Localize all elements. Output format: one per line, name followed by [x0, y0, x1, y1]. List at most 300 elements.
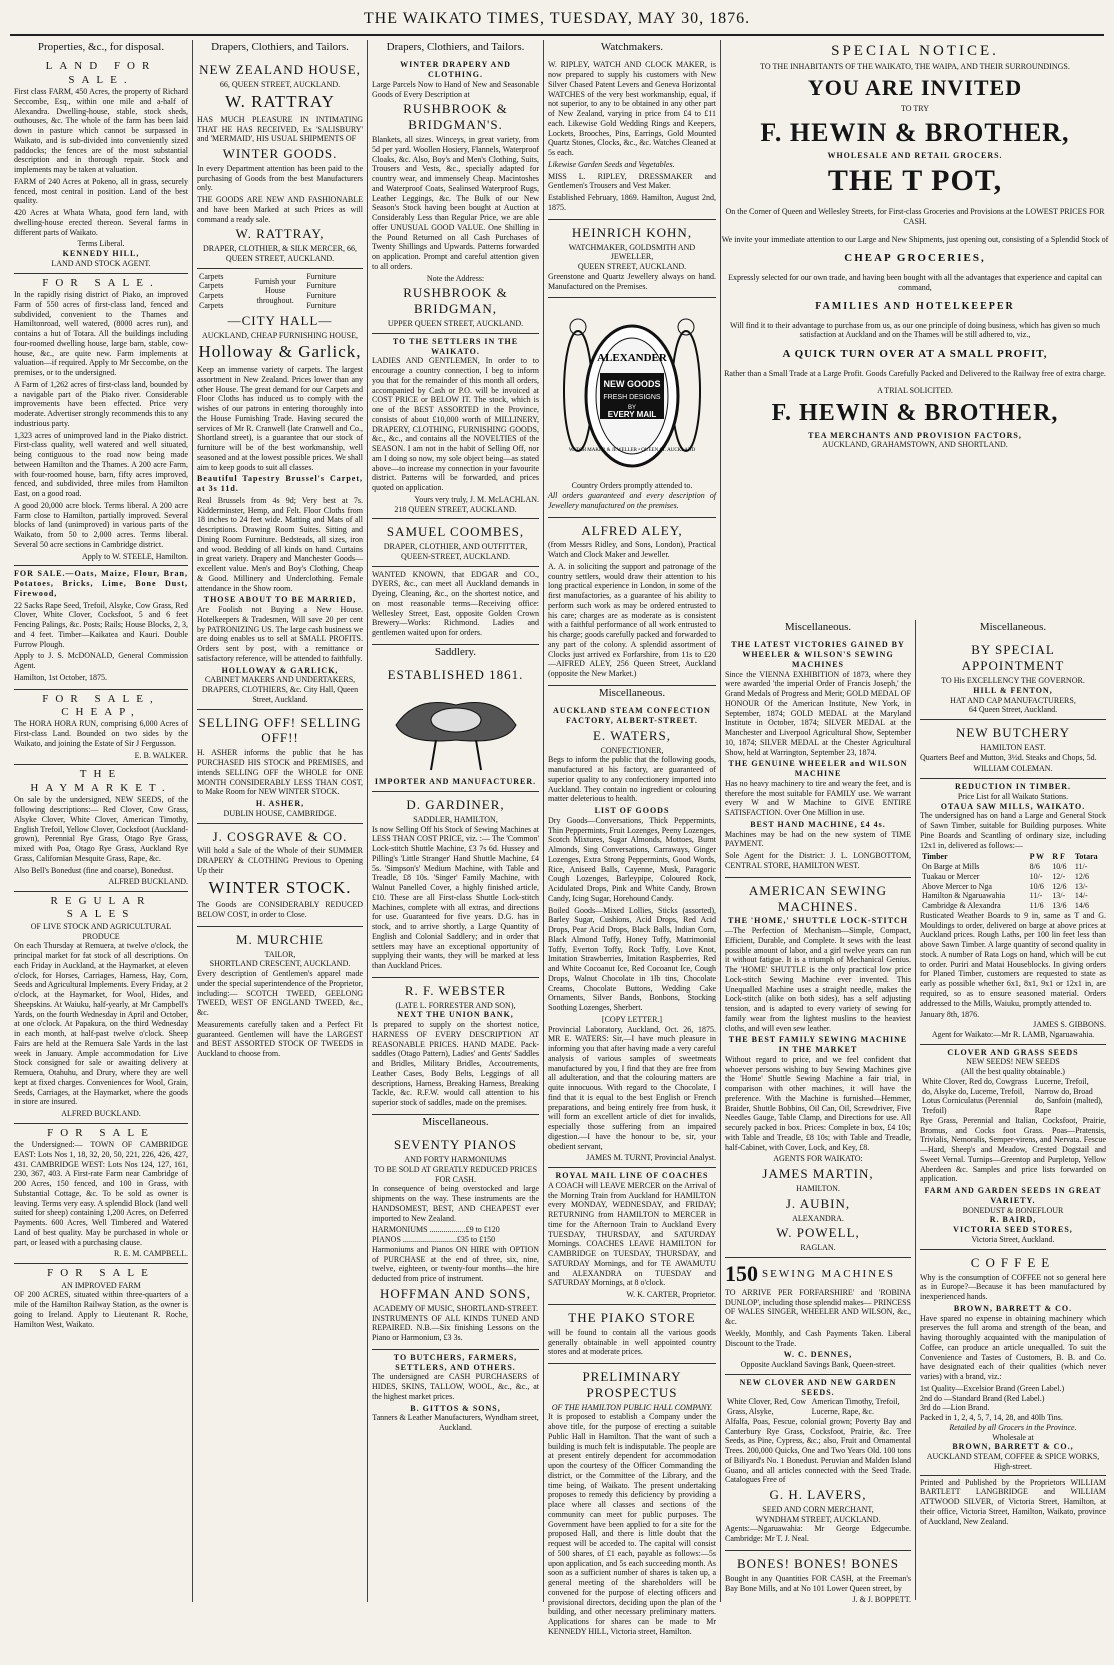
- agent-location: RAGLAN.: [800, 1243, 836, 1253]
- table-cell: 8/6: [1029, 862, 1040, 872]
- ad-subtitle: TO His EXCELLENCY THE GOVERNOR.: [941, 676, 1085, 686]
- ad-butchery: [920, 720, 1106, 779]
- ad-title: BONES! BONES! BONES: [736, 1555, 899, 1571]
- ad-aley: [548, 518, 716, 686]
- ad-holloway-garlick: [197, 269, 363, 710]
- ad-body: In consequence of being overstocked and large shipments on the way. These instruments are the HANDSOMEST, BEST, AND CHEAPEST ever imported to New Zealand.: [372, 1184, 539, 1223]
- ad-terms: Terms Liberal.: [77, 239, 125, 249]
- ad-body: On each Thursday at Remuera, at twelve o'clock, the principal market for fat stock of all descriptions. On each Friday in Auckland, at the Haymarket, at eleven o'clock, for Horses, Carriages, Harness, Hay, Corn, Seeds and Agricultural Implements. Every Friday, at 2 o'clock, at the Haymarket, for Wool, Hides, and Sheepskins. At Waiuku, half-yearly, at Mr Campbell's Yards, on the fourth Wednesday in April and October, at one o'clock. At Papakura, on the third Wednesday in each month, at half-past twelve o'clock. Sheep Fairs are held at the Remuera Sale Yards in the last week in January. Ample accommodation for Live Stock consigned for sale or awaiting delivery at Remuera, Otahuhu, and Drury, where they are well kept at fixed charges. Conveniences for Wool, Grain, Seeds, Carriages, at the Haymarket, where the goods in store are insured.: [14, 941, 188, 1107]
- ad-signature-sub: SEED AND CORN MERCHANT,: [762, 1504, 874, 1514]
- ad-otaua-timber: [920, 779, 1106, 1045]
- ad-body: Real Brussels from 4s 9d; Very best at 7s. Kidderminster, Hemp, and Felt. Floor Cloths from 18 inches to 24 feet wide. Matting and Mats of all descriptions. Drawing Room Suites. Sitting and Dining Room Furniture. Bedsteads, all sizes, iron and wood. Bedding of all kinds on hand. Curtains in great variety. Drapery and Manchester Goods—excellent value. Men's and Boy's Clothing, Cheap & Good. Millinery and Underclothing. Female attendance in the Show room.: [197, 495, 363, 593]
- ad-address: UPPER QUEEN STREET, AUCKLAND.: [387, 319, 524, 329]
- ad-body: Also Bell's Bonedust (fine and coarse), Bonedust.: [14, 865, 174, 875]
- ad-price-line: PIANOS ...........................£35 to £150: [372, 1235, 496, 1245]
- ad-edgar-dyers: [372, 567, 539, 645]
- ad-subtitle: IMPORTER AND MANUFACTURER.: [374, 777, 537, 787]
- ad-gardiner: [372, 792, 539, 978]
- ad-gittos: [372, 1350, 539, 1437]
- ad-name: HILL & FENTON,: [973, 685, 1053, 695]
- ad-title: NEW CLOVER AND NEW GARDEN SEEDS.: [739, 1377, 897, 1397]
- top-rule: [10, 34, 1104, 36]
- ad-title: NEW BUTCHERY: [956, 725, 1070, 741]
- ad-signature: W. C. DENNES,: [783, 1350, 853, 1360]
- seed-list: [725, 1397, 911, 1417]
- ad-body: Measurements carefully taken and a Perfect Fit guaranteed. Gentlemen will have the LARGEST and BEST ASSORTED STOCK OF TWEEDS in Auckland to choose from.: [197, 1019, 363, 1059]
- ad-signature: JAMES S. GIBBONS.: [1033, 1020, 1106, 1030]
- ad-oats-maize: [14, 566, 188, 689]
- table-row: [920, 891, 1106, 901]
- ad-piako-store: [548, 1305, 716, 1364]
- ad-title: REDUCTION IN TIMBER.: [954, 782, 1072, 792]
- seed-list-left: White Clover, Red, Cow Grass, Alsyke,: [727, 1397, 806, 1417]
- ad-body: the Undersigned:— TOWN OF CAMBRIDGE EAST: Lots Nos 1, 18, 32, 20, 50, 221, 226, 426, 427, 431. CAMBRIDGE WEST: Lots Nos 124, 127, 161, 230, 367, 403. A First-rate Farm near Cambridge of 200 Acres, 150 fenced, and 100 in Grass, with Substantial Cottage, &c. To be sold as owner is leaving. Terms very easy. A splendid Block (land well suited for sheep) containing 1,200 Acres, on Deferred Payments. 600 Acres, Well Timbered and Watered Land of best quality. May be purchased in whole or part, or leased with a purchasing clause.: [14, 1140, 188, 1247]
- ad-body: Keep an immense variety of carpets. The largest assortment in New Zealand. Prices lower than any other House. The great demand for our Carpets and Floor Cloths has induced us to comply with the wishes of our patrons in entering thoroughly into the House Furnishing Trade. Having secured the services of Mr R. Cranwell (late Cranwell and Co., Shortland street), is a guarantee that our stock of furniture will be of the best workmanship, well seasoned and at the lowest possible prices. We shall aim to keep goods to suit all classes.: [197, 365, 363, 472]
- ad-body: 1,323 acres of unimproved land in the Piako district. First-class quality, well watered and well situated, being contiguous to the road now being made between Hamilton and the Thames. A 200 acre Farm, with four-roomed house, barn, fifty acres improved, fenced, and subdivided, three miles from Hamilton East, on a good road.: [14, 430, 188, 499]
- ad-date: Hamilton, 1st October, 1875.: [14, 672, 107, 682]
- ad-150-machines: [725, 1258, 911, 1375]
- ad-body: Is prepared to supply on the shortest notice, HARNESS OF EVERY DESCRIPTION AT REASONABLE PRICES. HAND MADE. Pack-saddles (Otago Pattern), Ladies' and Gents' Saddles and Bridles, Military Bridles, Accoutrements, Leather Cases, Body Belts, Leggings of all descriptions, Harness, Breaking Harness, Breaking Tackle, &c. R.F.W. would call attention to his superior stock of saddles, made on the premises.: [372, 1020, 539, 1108]
- ad-title: ROYAL MAIL LINE OF COACHES: [555, 1171, 709, 1181]
- masthead: THE WAIKATO TIMES, TUESDAY, MAY 30, 1876.: [363, 10, 751, 27]
- ad-quality: 3rd do —Lion Brand.: [920, 1403, 990, 1413]
- table-cell: 12/6: [1052, 881, 1067, 891]
- ad-subtitle: CONFECTIONER,: [600, 745, 664, 755]
- ad-subtitle: TAILOR,: [264, 949, 296, 959]
- ad-title: THE PIAKO STORE: [568, 1309, 696, 1325]
- ad-ripley: [548, 57, 716, 219]
- ad-title: SAMUEL COOMBES,: [386, 524, 525, 540]
- ad-name: W. RATTRAY: [225, 92, 335, 112]
- ad-body: Country Orders promptly attended to.: [571, 481, 693, 491]
- ad-agents: AGENTS FOR WAIKATO:: [773, 1154, 863, 1164]
- emblem-line: NEW GOODS: [603, 379, 661, 390]
- agent-name: J. AUBIN,: [785, 1195, 851, 1211]
- ad-body: A COACH will LEAVE MERCER on the Arrival of the Morning Train from Auckland for HAMILTON every MONDAY, WEDNESDAY, and FRIDAY; RETURNING from HAMILTON to MERCER in time for the Afternoon Train to Auckland Every TUESDAY, THURSDAY, and SATURDAY Mornings. COACHES LEAVE HAMILTON for CAMBRIDGE on TUESDAY, THURSDAY, and SATURDAY Mornings, and for TE AWAMUTU and ALEXANDRA on TUESDAY and SATURDAY Mornings, at 8 o'clock.: [548, 1180, 716, 1288]
- ad-lavers: [725, 1375, 911, 1551]
- ad-quality: 1st Quality—Excelsior Brand (Green Label.): [920, 1383, 1065, 1393]
- ad-highlight: THOSE ABOUT TO BE MARRIED,: [203, 595, 357, 605]
- special-quick: A QUICK TURN OVER AT A SMALL PROFIT,: [782, 347, 1048, 360]
- ad-body: Since the VIENNA EXHIBITION of 1873, where they were awarded 'the imperial Order of Francis Joseph,' the Grand Medals of Progress and Merit; GOLD MEDAL OF HONOUR Of the American Institute, New York, in September, 1874; GOLD MEDAL at the Maryland Institute in October, 1874; SILVER MEDAL at the Manchester and Liverpool Agricultural Show, September 10, 1874; SILVER MEDAL at the Chester Agricultural Show, held at Warrington, September 23, 1874.: [725, 669, 911, 757]
- ad-body: The undersigned are CASH PURCHASERS of HIDES, SKINS, TALLOW, WOOL, &c., &c., at the highest market prices.: [372, 1372, 539, 1401]
- column-misc-2: [916, 620, 1110, 1665]
- table-cell: Above Mercer to Nga: [922, 881, 992, 891]
- ad-body: Blankets, all sizes. Winceys, in great variety, from 5d per yard. Woollen Hosiery, Flannels, Waterproof Cloaks, &c. Also, Boy's and Men's Clothing, Suits, Trousers and Vests, &c., specially adapted for country wear, and immensely Cheap. Macintoshes and Waterproof Coats, Sealinsed Waterproof Rugs, Leather Leggings, &c. The Bulk of our New Season's Stock having been bought at Auction at Considerably Less than Regular Price, we are able offer UNUSUAL GOOD VALUE. One Shilling in the Pound Returned on all Cash Purchases of Twenty Shillings and Upwards. Patterns forwarded on application. Prompt and careful attention given to all orders.: [372, 135, 539, 271]
- special-hewin-2: F. HEWIN & BROTHER,: [771, 400, 1059, 427]
- special-families-body: Will find it to their advantage to purchase from us, as our one principle of doing business, which has given so much satisfaction at Auckland and on the Thames will be still adhered to, viz.,: [729, 320, 1101, 340]
- table-row: [920, 901, 1106, 911]
- ad-price-line: HARMONIUMS ..................£9 to £120: [372, 1225, 500, 1235]
- table-row: [920, 872, 1106, 882]
- ad-cosgrave: [197, 824, 363, 927]
- agent-location: ALEXANDRA.: [792, 1213, 844, 1223]
- ad-body: FARM of 240 Acres at Pokeno, all in grass, securely fenced, most central in position. Land of the best quality.: [14, 176, 188, 206]
- ad-signature: E. B. WALKER.: [134, 750, 188, 760]
- special-expressly: Expressly selected for our own trade, and having been bought with all the advantages that experience and capital can command,: [728, 273, 1102, 292]
- ad-signature: HOLLOWAY & GARLICK,: [221, 665, 339, 675]
- section-heading: Miscellaneous.: [979, 621, 1047, 633]
- ad-signature-sub: LAND AND STOCK AGENT.: [51, 258, 151, 268]
- ad-signature: ALFRED BUCKLAND.: [61, 1109, 141, 1119]
- table-cell: 13/6: [1052, 901, 1067, 911]
- ad-title: FOR SALE: [47, 1126, 155, 1139]
- ad-title: HEINRICH KOHN,: [571, 224, 693, 240]
- ad-signature: KENNEDY HILL,: [62, 249, 140, 259]
- ad-body: LADIES AND GENTLEMEN, In order to to encourage a country connection, I beg to inform you that for the remainder of this month all orders, accompanied by Cash or P.O. will be invoiced at COST PRICE or BELOW IT. The stock, which is one of the BEST ASSORTED in the Province, consists of about £10,000 worth of MILLINERY, DRAPERY, CLOTHING, FURNISHING GOODS, &c., &c., and contains all the NOVELTIES of the SEASON. I am not in the habit of Selling Off, nor am I doing so now, my sole object being—as stated above—to increase my connection in your favourite district. Patterns will be forwarded, and prices quoted on application.: [372, 356, 539, 493]
- ad-body: OF 200 ACRES, situated within three-quarters of a mile of the Hamilton Railway Station, as the owner is going to Ireland. Apply to Lieutenant R. Roche, Hamilton West, Waikato.: [14, 1290, 188, 1329]
- ad-address: QUEEN-STREET, AUCKLAND.: [401, 551, 510, 561]
- ad-signature-sub: DRAPER, CLOTHIER, & SILK MERCER, 66, QUEEN STREET, AUCKLAND.: [202, 244, 357, 263]
- special-notice: [720, 40, 1110, 450]
- section-heading: Properties, &c., for disposal.: [37, 41, 165, 53]
- ad-body: Agents:—Ngaruawahia: Mr George Edgecumbe. Cambridge: Mr T. J. Neal.: [725, 1524, 911, 1544]
- ad-body: WANTED KNOWN, that EDGAR and CO., DYERS, &c., can meet all Auckland demands in Dyeing, Cleaning, &c., on the shortest notice, and on most reasonable terms—Receiving office: Wellesley Street, East, opposite Golden Crown Brewery—Works: Richmond. Ladies and gentlemen waited upon for orders.: [372, 569, 539, 638]
- ad-title: SEVENTY PIANOS: [394, 1137, 517, 1153]
- ad-body: Weekly, Monthly, and Cash Payments Taken. Liberal Discount to the Trade.: [725, 1328, 911, 1348]
- ad-body: Rusticated Weather Boards to 9 in, same as T and G. Mouldings to order, delivered on barge at above prices at Auckland prices. Rough Laths, per 100 lin feet less than above Sawn Timber. A large quantity of second quality in stock. A number of Rata Logs on hand, which will be cut to order. Puriri and Matai Houseblocks. In giving orders for Planed Timber, customers are requested to state as early as possible whether 6x1, 8x1, 9x1 or 12x1 in, are required, so as to ensure seasoned material. Orders addressed to the Mills, Waiuku, promptly attended to.: [920, 910, 1106, 1008]
- special-teapot: THE T POT,: [827, 164, 1003, 198]
- emblem-line: EVERY MAIL: [607, 410, 657, 420]
- ad-title: PRELIMINARY PROSPECTUS: [582, 1369, 682, 1400]
- special-invite-body: We invite your immediate attention to our Large and New Shipments, just opening out, consisting of a Splendid Stock of: [721, 234, 1109, 244]
- ad-title: THE HAYMARKET.: [30, 768, 172, 794]
- ad-address: 218 QUEEN STREET, AUCKLAND.: [394, 504, 517, 514]
- saddle-illustration: [376, 685, 536, 775]
- ad-address: AUCKLAND, CHEAP FURNISHING HOUSE,: [202, 330, 358, 340]
- furnish-middle: Furnish your House throughout.: [254, 276, 296, 306]
- ad-body: Wholesale at: [992, 1432, 1034, 1442]
- section-heading: Saddlery.: [434, 645, 477, 658]
- ad-subtitle: THE GENUINE WHEELER and WILSON MACHINE: [728, 759, 908, 779]
- ad-body: On sale by the undersigned, NEW SEEDS, of the following descriptions:— Red Clover, Cow Grass, Alsyke Clover, White Clover, American Timothy, English Trefoil, Yellow Clover, Cocksfoot (Auckland-grown), Perennial Rye Grass, Otago Rye Grass, mixed with Poa, Otago Rye Grass, Auckland Rye Grass, Californian Mesquite Grass, Rape, &c.: [14, 795, 188, 863]
- special-hewin-sub: WHOLESALE AND RETAIL GROCERS.: [827, 150, 1003, 160]
- table-cell: 10/6: [1029, 881, 1044, 891]
- ad-rushbrook: [372, 57, 539, 333]
- ad-saddlery: [372, 662, 539, 792]
- ad-name: OTAUA SAW MILLS, WAIKATO.: [940, 801, 1086, 811]
- column-drapers-1: [193, 40, 367, 1605]
- ad-body: will be found to contain all the various goods generally obtainable in well appointed country stores and at moderate prices.: [548, 1327, 716, 1357]
- table-cell: Cambridge & Alexandra: [922, 901, 1001, 911]
- table-header-cell: Totara: [1074, 852, 1098, 862]
- table-cell: Tuakau or Mercer: [922, 871, 980, 881]
- ad-highlight: FARM AND GARDEN SEEDS IN GREAT VARIETY.: [924, 1186, 1102, 1205]
- agent-location: HAMILTON.: [796, 1183, 840, 1193]
- ad-signature: WILLIAM COLEMAN.: [973, 764, 1053, 774]
- ad-title-row: [725, 1261, 911, 1288]
- ad-body: Large Parcels Now to Hand of New and Seasonable Goods of Every Description at: [372, 79, 539, 99]
- ad-body: INSTRUMENTS OF ALL KINDS TUNED AND REPAIRED. N.B.—Six finishing Lessons on the Piano or Harmonium, £3 3s.: [372, 1313, 539, 1343]
- ad-body: Rye Grass, Perennial and Italian, Cocksfoot, Prairie, Bromus, and Cocks foot Grass. Poas—Pratensis, Trivialis, Nemoralis, Semper-virens, and Nervata. Fescue—Hard, Sheep's and Meadow, Crested Dogstail and Sweet Vernal. Turnips—Greentop and Purpletop, Yellow Aberdeen &c. Samples and price lists forwarded on application.: [920, 1115, 1106, 1184]
- ad-subtitle: THE BEST FAMILY SEWING MACHINE IN THE MARKET: [728, 1035, 908, 1055]
- ad-address: Opposite Auckland Savings Bank, Queen-street.: [740, 1360, 896, 1370]
- furnish-left: Carpets Carpets Carpets Carpets: [199, 271, 224, 310]
- ad-subtitle: AND FORTY HARMONIUMS: [404, 1155, 507, 1165]
- column-watchmakers: [544, 40, 720, 1636]
- ad-body: W. RIPLEY, WATCH AND CLOCK MAKER, is now prepared to supply his customers with New Silver Chased Patent Levers and Geneva Horizontal WATCHES of the very best workmanship, equal, if not superior, to any to be obtained in any other part of New Zealand, varying in price from £4 to £11 each. Likewise Gold Wedding Rings and Keepers, Lockets, Brooches, Pins, Earrings, Gold Mounted Quartz Stones, Clocks, &c., &c. Watches Cleaned at 5s each.: [548, 60, 716, 158]
- agent-name: W. POWELL,: [776, 1225, 860, 1241]
- special-invited: YOU ARE INVITED: [807, 74, 1023, 100]
- seed-list-right: American Timothy, Trefoil, Lucerne, Rape, &c.: [811, 1397, 900, 1417]
- ad-baird-seeds: [920, 1045, 1106, 1250]
- ad-public-hall: [548, 1364, 716, 1643]
- ad-highlight: WINTER STOCK.: [208, 877, 352, 897]
- ad-signature: Apply to J. S. McDONALD, General Commission Agent.: [14, 651, 188, 671]
- ad-body: Alfalfa, Poas, Fescue, colonial grown; Poverty Bay and Canterbury Rye Grass, Cocksfoot, Prairie, &c. Tree Seeds, as Pine, Cypress, &c.; also, Fruit and Ornamental Trees. 200,000 Quicks, One and Two Years Old. 100 tons of Biliyard's No. 1 Bonedust. Peruvian and Malden Island Guano, and all articles connected with the Seed Trade. Catalogues Free of: [725, 1416, 911, 1485]
- ad-signature: W. K. CARTER, Proprietor.: [626, 1290, 716, 1300]
- ad-highlight: WINTER GOODS.: [222, 146, 338, 161]
- ad-date: January 8th, 1876.: [920, 1010, 980, 1020]
- ad-body: Why is the consumption of COFFEE not so general here as in Europe?—Because it has been manufactured by inexperienced hands.: [920, 1272, 1106, 1302]
- ad-title: TO THE SETTLERS IN THE WAIKATO.: [392, 336, 519, 356]
- ad-highlight: Beautiful Tapestry Brussel's Carpet, at 3s 11d.: [197, 474, 363, 494]
- ad-subtitle: HAMILTON EAST.: [980, 742, 1046, 752]
- ad-asher: [197, 710, 363, 824]
- section-heading: Drapers, Clothiers, and Tailors.: [386, 41, 525, 53]
- agent-name: JAMES MARTIN,: [762, 1166, 874, 1182]
- ad-kohn: [548, 220, 716, 299]
- ad-title: NEW ZEALAND HOUSE,: [199, 62, 361, 78]
- ad-signature: HOFFMAN AND SONS,: [379, 1285, 531, 1301]
- ad-subtitle: HAT AND CAP MANUFACTURERS,: [950, 695, 1076, 705]
- section-heading: Miscellaneous.: [784, 621, 852, 633]
- table-cell: 13/-: [1052, 891, 1066, 901]
- ad-title: SEWING MACHINES: [762, 1267, 895, 1280]
- ad-rattray: [197, 57, 363, 268]
- ad-title: WINTER DRAPERY AND CLOTHING.: [400, 60, 511, 80]
- emblem-line: FRESH DESIGNS: [603, 394, 661, 402]
- ad-list-heading: LIST OF GOODS: [594, 806, 670, 816]
- ad-murchie: [197, 927, 363, 1065]
- ad-body: MISS L. RIPLEY, DRESSMAKER and Gentlemen's Trousers and Vest Maker.: [548, 171, 716, 191]
- ad-title: M. MURCHIE: [235, 931, 324, 947]
- table-row: [920, 882, 1106, 892]
- table-cell: Hamilton & Ngaruawahia: [922, 891, 1006, 901]
- ad-body: Without regard to price, and we feel confident that whoever persons wishing to buy Sewing Machines give the 'Home' Shuttle Sewing Machine a fair trial, in comparison with other machines, it will have the preference. With the Machine is furnished—Hemmer, Braider, Shuttle Bobbins, Oil Can, Oil, Screwdriver, Five Needles Gauge, Table Clamp, and Directions for use. All securely packed in box. Prices: Complete in box, £4 10s; with Table and Treadle, £8 10s; with Table and Treadle, half-Cabinet, with Cover, Lock, and Key, £8.: [725, 1054, 911, 1152]
- ad-body: In the rapidly rising district of Piako, an improved Farm of 550 acres of first-class land, fenced and subdivided, convenient to the Thames and Hamiltonroad, well watered, (8000 acres run), and contains a hut of Totara. All the buildings including four-roomed dwelling house, large barn, stable, cow-house, &c., are quite new. Farm implements at valuation—if required. Apply to Mr Seccombe, on the premises, or to the undersigned.: [14, 290, 188, 378]
- ad-title: FOR SALE.—Oats, Maize, Flour, Bran, Potatoes, Bricks, Lime, Bone Dust, Firewood,: [14, 569, 188, 598]
- ad-title: D. GARDINER,: [406, 796, 505, 812]
- ad-signature-sub: CABINET MAKERS AND UNDERTAKERS, DRAPERS, CLOTHIERS, &c. City Hall, Queen Street, Auckland.: [201, 675, 359, 704]
- section-heading: Miscellaneous.: [598, 686, 666, 699]
- imprint: Printed and Published by the Proprietors WILLIAM BARTLETT LANGBRIDGE and WILLIAM ATTWOOD SILVER, of Victoria Street, Hamilton, at their office, Victoria Street, Hamilton, Waikato, province of Auckland, New Zealand.: [920, 1475, 1106, 1527]
- special-hewin: F. HEWIN & BROTHER,: [760, 117, 1070, 147]
- ad-hill-fenton: [920, 637, 1106, 720]
- ad-signature-sub: DUBLIN HOUSE, CAMBRIDGE.: [223, 808, 337, 818]
- table-cell: 13/-: [1074, 881, 1088, 891]
- emblem-name: ALEXANDER: [597, 352, 667, 365]
- ad-subtitle: NEW SEEDS! NEW SEEDS: [966, 1057, 1060, 1067]
- special-title: SPECIAL NOTICE.: [831, 43, 999, 59]
- ad-address: Victoria Street, Auckland.: [971, 1234, 1055, 1244]
- ad-highlight: BEST HAND MACHINE, £4 4s.: [750, 819, 886, 829]
- ad-title: THE LATEST VICTORIES GAINED BY WHEELER & WILSON'S SEWING MACHINES: [731, 640, 905, 669]
- table-cell: 11/-: [1074, 862, 1088, 872]
- table-cell: 11/6: [1029, 901, 1044, 911]
- table-header-cell: Timber: [922, 852, 948, 862]
- table-cell: 10/6: [1052, 862, 1067, 872]
- ad-title: FOR SALE, CHEAP,: [42, 692, 160, 719]
- ad-title: LAND FOR SALE.: [45, 60, 157, 86]
- ad-signature: Sole Agent for the District: J. L. LONGBOTTOM, CENTRAL STORE, HAMILTON WEST.: [725, 851, 911, 870]
- furnish-table: [197, 272, 363, 311]
- table-header-cell: R F: [1052, 852, 1065, 862]
- table-cell: 14/6: [1074, 901, 1090, 911]
- ad-signature: Apply to W. STEELE, Hamilton.: [82, 551, 188, 561]
- ad-body: Quarters Beef and Mutton, 3½d. Steaks and Chops, 5d.: [920, 752, 1097, 762]
- special-to: TO THE INHABITANTS OF THE WAIKATO, THE WAIPA, AND THEIR SURROUNDINGS.: [760, 62, 1070, 71]
- ad-name: Holloway & Garlick,: [198, 342, 362, 362]
- ad-signature-sub: VICTORIA SEED STORES,: [953, 1225, 1073, 1235]
- ad-subtitle: DRAPER, CLOTHIER, AND OUTFITTER,: [383, 542, 528, 552]
- ad-signature: Yours very truly, J. M. McLACHLAN.: [414, 494, 539, 504]
- ad-subtitle: TO BE SOLD AT GREATLY REDUCED PRICES FOR CASH.: [373, 1164, 538, 1184]
- ad-regular-sales: [14, 892, 188, 1124]
- ad-signature: W. RATTRAY,: [235, 226, 325, 242]
- ad-title: AMERICAN SEWING MACHINES.: [748, 882, 888, 914]
- ad-subtitle: Price List for all Waikato Stations.: [957, 791, 1069, 801]
- table-cell: On Barge at Mills: [922, 862, 980, 872]
- ad-body: THE GOODS ARE NEW AND FASHIONABLE and have been Marked at such Prices as will command a ready sale.: [197, 195, 363, 224]
- special-cheap-groceries: CHEAP GROCERIES,: [844, 252, 986, 265]
- ad-body: All orders guaranteed and every description of Jewellery manufactured on the premises.: [548, 491, 716, 510]
- ad-body: 420 Acres at Whata Whata, good fern land, with dwelling-house erected thereon. Several farms in different parts of Waikato.: [14, 208, 188, 237]
- ad-body: Will hold a Sale of the Whole of their SUMMER DRAPERY & CLOTHING Previous to Opening Up their: [197, 846, 363, 875]
- furnish-right: Furniture Furniture Furniture Furniture: [306, 271, 337, 310]
- ad-bones: [725, 1551, 911, 1609]
- table-cell: 14/-: [1074, 891, 1088, 901]
- ad-address: 64 Queen Street, Auckland.: [968, 705, 1058, 715]
- ad-body: The Goods are CONSIDERABLY REDUCED BELOW COST, in order to Close.: [197, 900, 363, 920]
- ad-body: A good 20,000 acre block. Terms liberal. A 200 acre Farm close to Hamilton, partially improved. Several blocks of land (unimproved) in various parts of the Waikato, from 50 to 2,000 acres. Terms liberal. Several 50 acre sections in Cambridge district.: [14, 500, 188, 549]
- ad-body: Begs to inform the public that the following goods, manufactured at his factory, are guaranteed of superior quality to any confectionery imported into Auckland. They contain no ingredient or colouring matter deleterious to health.: [548, 755, 716, 804]
- ad-body: Packed in 1, 2, 4, 5, 7, 14, 28, and 40lb Tins.: [920, 1413, 1063, 1423]
- ad-name: E. WATERS,: [592, 727, 671, 743]
- ad-title: R. F. WEBSTER: [404, 982, 507, 998]
- ad-body: Greenstone and Quartz Jewellery always on hand. Manufactured on the Premises.: [548, 271, 716, 291]
- ad-name: RUSHBROOK & BRIDGMAN'S.: [403, 101, 508, 133]
- ad-body: Every description of Gentlemen's apparel made under the special superintendence of the Proprietor, including:— SCOTCH TWEED, GEELONG TWEED, WEST OF ENGLAND TWEED, &c., &c.: [197, 969, 363, 1018]
- ad-address: NEXT THE UNION BANK,: [397, 1010, 514, 1020]
- ad-date: Established February, 1869. Hamilton, August 2nd, 1875.: [548, 193, 716, 212]
- ad-address: QUEEN STREET, AUCKLAND.: [577, 262, 687, 272]
- special-hewin-2-addr: AUCKLAND, GRAHAMSTOWN, AND SHORTLAND.: [822, 440, 1008, 450]
- ad-body: Harmoniums and Pianos ON HIRE with OPTION of PURCHASE at the end of three, six, nine, twelve, eighteen, or twenty-four months—the hire deducted from price of instrument.: [372, 1244, 539, 1284]
- section-heading: Miscellaneous.: [422, 1115, 489, 1128]
- ad-settlers: [372, 334, 539, 520]
- ad-body: Has no heavy machinery to tire and weary the feet, and is therefore the most suitable for FAMILY use. We warrant every W and W Machine to GIVE ENTIRE SATISFACTION. Over One Million in use.: [725, 778, 911, 818]
- ad-title: BY SPECIAL APPOINTMENT: [961, 642, 1065, 674]
- ad-note: Note the Address:: [426, 273, 485, 283]
- ad-hora-hora: [14, 690, 188, 766]
- ad-body: Is now Selling Off his Stock of Sewing Machines at LESS THAN COST PRICE, viz. :— The 'Common' Lock-stitch Shuttle Machine, £3 7s 6d. Hussey and Pilling's 'Little Stranger' Hand Shuttle Machine, £4 5s. 'Simpson's' Medium Machine, with Table and Treadle, £8 10s. 'Singer' Family Machine, with Walnut Panelled Cover, a highly finished article, £10. These are all First-class Shuttle Lock-stitch Machines, complete with all extras, and directions for use. Guaranteed for five years. D.G. has in stock, and to arrive shortly, a Large Quantity of English and Colonial Saddlery; and in order that settlers may have an exceptional opportunity of supplying their wants, they will be marked at less than Auckland Prices.: [372, 824, 539, 971]
- ad-body: Dry Goods—Conversations, Thick Peppermints, Thin Peppermints, Fruit Lozenges, Peeny Lozenges, Scotch Mixtures, Sugar Almonds, Mottoes, Burnt Almonds, Sing Conversations, Carraways, Ginger Lozenges, Extra Strong Peppermints, Good Words, Rice, Aniseed Balls, Cayenne, Musk, Paragoric Cough Lozenges, Barleypipe, Coloured Rock, Acidulated Drops, Pink and White Candy, Brown Candy, Icing Sugar, Horehound Candy.: [548, 815, 716, 903]
- ad-title: FOR SALE: [47, 1267, 155, 1280]
- alexander-emblem: [548, 301, 716, 481]
- ad-address: SHORTLAND CRESCENT, AUCKLAND.: [209, 959, 351, 969]
- ad-list-heading: [COPY LETTER.]: [601, 1014, 663, 1024]
- table-cell: 12/-: [1052, 871, 1066, 881]
- ad-address: AUCKLAND STEAM, COFFEE & SPICE WORKS, High-street.: [926, 1452, 1100, 1471]
- emblem-line: BY: [627, 405, 637, 412]
- ad-signature: G. H. LAVERS,: [769, 1487, 867, 1503]
- ad-signature: BROWN, BARRETT & CO.,: [952, 1442, 1074, 1452]
- ad-body: First class FARM, 450 Acres, the property of Richard Seccombe, Esq., within one mile and a-half of Alexandra. Dwelling-house, stable, stock sheds, outhouses, &c. The whole of the farm has been laid down in pasture which cannot be surpassed in Waikato, and is sub-divided into conveniently sized paddocks; the fences are of the most substantial description and in thorough repair. Stock and implements may be taken at valuation.: [14, 87, 188, 175]
- ad-body: Machines may be had on the new system of TIME PAYMENT.: [725, 829, 911, 849]
- special-corner: On the Corner of Queen and Wellesley Streets, for First-class Groceries and Provisions at the LOWEST PRICES FOR CASH.: [725, 207, 1105, 226]
- ad-highlight: BONEDUST & BONEFLOUR: [962, 1205, 1064, 1215]
- ad-signature: J. & J. BOPPETT.: [852, 1595, 911, 1605]
- ad-address: WYNDHAM STREET, AUCKLAND.: [755, 1514, 881, 1524]
- ad-body: Boiled Goods—Mixed Lollies, Sticks (assorted), Barley Sugar, Cushions, Acid Drops, Red Acid Drops, Pear Acid Drops, Black Balls, Indian Corn, Black Almond Toffy, Honey Toffy, Matrimonial Toffy, Everton Toffy, Rock Toffy, Love Knot, Imitation Strawberries, Imitation Raspberries, Red and White Cocoanut Ice, Red Cocoanut Ice, Cough Drops, Walnut Chocolate in 1lb tins, Chocolate Creams, Chocolate Buttons, Wedding Cake Ornaments, Silver Bands, Bonbons, Stocking Soothing Lozenges, Sherbert.: [548, 905, 716, 1013]
- ad-alexander: [548, 298, 716, 517]
- special-rather: Rather than a Small Trade at a Large Profit. Goods Carefully Packed and Delivered to the Railway free of extra charge.: [724, 368, 1106, 378]
- ad-signature: R. BAIRD,: [989, 1215, 1037, 1225]
- ad-body: —The Perfection of Mechanism—Simple, Compact, Efficient, Durable, and Complete. It sews with the least possible amount of labor, and a girl twelve years can run it without fatigue. It is a triumph of Mechanical Genius. The 'HOME' SHUTTLE is the only practical low price Lock-stitch Sewing Machine ever invented. This Unequalled Machine uses a straight needle, makes the Lock-stitch (alike on both sides), has a self adjusting tension, and is adapted to every variety of sewing for family wear from the lightest muslins to the heaviest cloths, and will even sew leather.: [725, 926, 911, 1033]
- ad-body: HAS MUCH PLEASURE IN INTIMATING THAT HE HAS RECEIVED, Ex 'SALISBURY' and 'MERMAID', HIS USUAL SHIPMENTS OF: [197, 114, 363, 144]
- column-properties: [10, 40, 192, 1605]
- ad-body: Likewise Garden Seeds and Vegetables.: [548, 159, 675, 169]
- ad-subtitle: (from Messrs Ridley, and Sons, London), Practical Watch and Clock Maker and Jeweller.: [548, 540, 716, 560]
- ad-signature: RUSHBROOK & BRIDGMAN,: [403, 285, 508, 317]
- ad-signature-sub: Tanners & Leather Manufacturers, Wyndham street, Auckland.: [372, 1413, 539, 1433]
- ad-subtitle: OF LIVE STOCK AND AGRICULTURAL PRODUCE: [30, 921, 172, 941]
- seed-list: [920, 1077, 1106, 1116]
- ad-subtitle: OF THE HAMILTON PUBLIC HALL COMPANY.: [551, 1402, 713, 1412]
- ad-coombes: [372, 519, 539, 566]
- ad-american-sewing: [725, 878, 911, 1258]
- table-header-cell: P W: [1029, 852, 1044, 862]
- ad-number: 150: [725, 1260, 758, 1286]
- ad-royal-mail: [548, 1168, 716, 1305]
- ad-title: FOR SALE.: [42, 276, 160, 289]
- emblem-ring: WATCH MAKER & JEWELLER • QUEEN ST. AUCKLAND: [568, 448, 696, 454]
- table-cell: 12/6: [1074, 871, 1090, 881]
- special-families: FAMILIES AND HOTELKEEPER: [815, 300, 1015, 312]
- ad-body: In every Department attention has been paid to the purchasing of Goods from the best Manufacturers only.: [197, 163, 363, 193]
- table-cell: 10/-: [1029, 871, 1043, 881]
- ad-subtitle: THE 'HOME,' SHUTTLE LOCK-STITCH: [728, 916, 908, 926]
- special-hewin-2-sub: TEA MERCHANTS AND PROVISION FACTORS,: [808, 430, 1022, 440]
- ad-title: SELLING OFF! SELLING OFF!!: [198, 714, 362, 746]
- ad-title: COFFEE: [970, 1254, 1056, 1270]
- ad-signature: H. ASHER,: [255, 799, 305, 809]
- ad-signature-sub: ACADEMY OF MUSIC, SHORTLAND-STREET.: [372, 1303, 539, 1313]
- ad-land-for-sale: [14, 57, 188, 273]
- section-heading: Watchmakers.: [600, 41, 664, 53]
- ad-body: A Farm of 1,262 acres of first-class land, bounded by a navigable part of the Piako river. Considerable improvements have been effected. Price very moderate. Advertiser strongly recommends this to any industrious party.: [14, 379, 188, 428]
- special-trial: A TRIAL SOLICITED.: [877, 386, 953, 396]
- ad-haymarket: [14, 765, 188, 892]
- ad-body: Bought in any Quantities FOR CASH, at the Freeman's Bay Bone Mills, and at No 101 Lower Queen street, by: [725, 1573, 911, 1593]
- ad-subtitle: AN IMPROVED FARM: [61, 1280, 141, 1290]
- ad-title: TO BUTCHERS, FARMERS, SETTLERS, AND OTHERS.: [393, 1352, 518, 1372]
- ad-body: TO ARRIVE PER FORFARSHIRE' and 'ROBINA DUNLOP', including those splendid makes— PRINCESS OF WALES SINGER, WHEELER AND WILSON, &c., &c.: [725, 1287, 911, 1327]
- ad-for-sale-piako: [14, 274, 188, 567]
- ad-pianos: [372, 1132, 539, 1349]
- ad-body: Have spared no expense in obtaining machinery which preserves the full aroma and strength of the bean, and having thoroughly acquainted with the manipulation of Coffee, can produce an article unequalled. To suit the Convenience and Tastes of Customers, B. B. and Co. have designated each of their qualities (which never varies) with a brand, viz.:: [920, 1313, 1106, 1382]
- ad-wheeler-wilson: [725, 637, 911, 877]
- ad-title: CLOVER AND GRASS SEEDS: [947, 1047, 1079, 1057]
- ad-signature: R. E. M. CAMPBELL.: [113, 1249, 188, 1259]
- ad-body: The undersigned has on hand a Large and General Stock of Sawn Timber, suitable for Building purposes. White Pine Boards and Scantling of ordinary size, including 12x1 in, delivered as follows:—: [920, 811, 1106, 850]
- ad-title: J. COSGRAVE & CO.: [212, 828, 348, 844]
- ad-cambridge-sale: [14, 1124, 188, 1264]
- ad-subtitle: SADDLER, HAMILTON,: [413, 814, 498, 824]
- ad-agent: Agent for Waikato:—Mr R. LAMB, Ngaruawahia.: [931, 1029, 1095, 1039]
- ad-name: BROWN, BARRETT & CO.: [953, 1303, 1073, 1313]
